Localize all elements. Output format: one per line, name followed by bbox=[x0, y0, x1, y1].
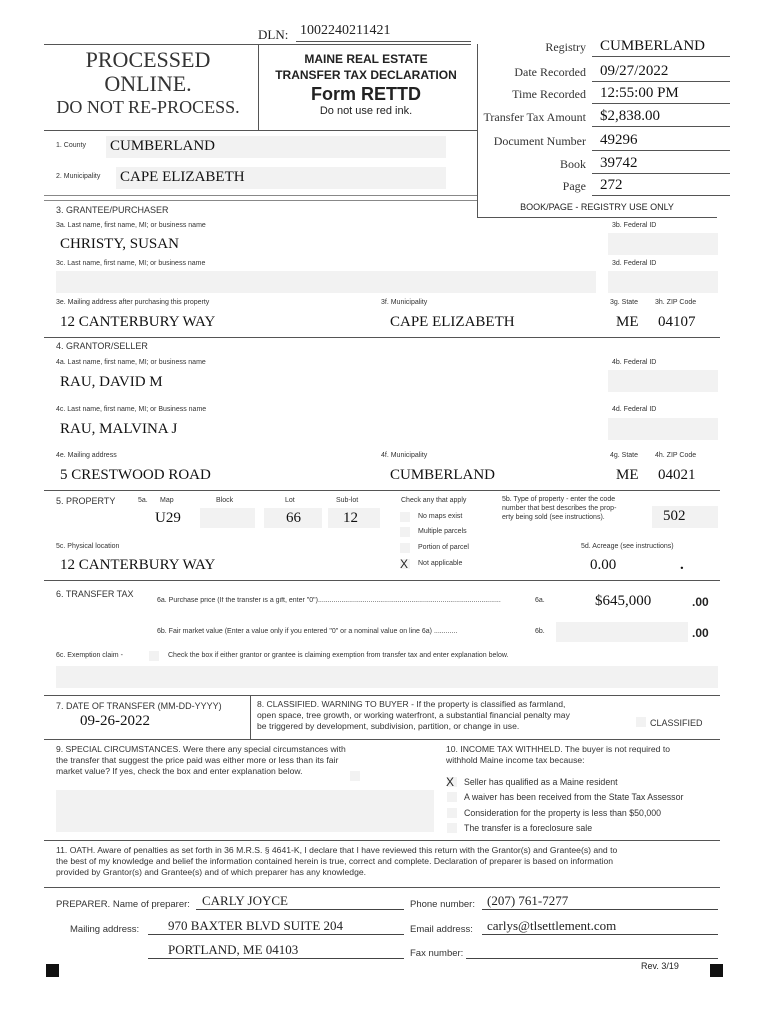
registry-value: 39742 bbox=[600, 155, 638, 171]
grantee-3a-value: CHRISTY, SUSAN bbox=[60, 236, 179, 252]
grantee-3g-value: ME bbox=[616, 314, 639, 330]
income-option-box[interactable] bbox=[447, 823, 457, 833]
fair-market-num: 6b. bbox=[535, 628, 545, 635]
grantee-3h-label: 3h. ZIP Code bbox=[655, 299, 697, 306]
classified-label: CLASSIFIED bbox=[650, 718, 703, 728]
income-option-mark: X bbox=[446, 775, 455, 789]
email-value: carlys@tlsettlement.com bbox=[487, 918, 617, 933]
special-line-2: the transfer that suggest the price paid was either more or less than its fair bbox=[56, 755, 339, 765]
stamp-line-2: ONLINE. bbox=[104, 71, 192, 96]
grantee-federal-id-field[interactable] bbox=[608, 233, 718, 255]
preparer-name-label: PREPARER. Name of preparer: bbox=[56, 899, 190, 910]
exemption-explanation-field[interactable] bbox=[56, 666, 718, 688]
grantee-federal-id-2-field[interactable] bbox=[608, 271, 718, 293]
exemption-checkbox[interactable] bbox=[149, 651, 159, 661]
type-label-3: erty being sold (see instructions). bbox=[502, 514, 605, 521]
mailing-address-label: Mailing address: bbox=[70, 924, 140, 935]
registry-value: 12:55:00 PM bbox=[600, 85, 679, 101]
income-line-2: withhold Maine income tax because: bbox=[446, 755, 585, 765]
physical-location-label: 5c. Physical location bbox=[56, 543, 120, 550]
grantee-3f-label: 3f. Municipality bbox=[381, 299, 428, 306]
oath-line-2: the best of my knowledge and belief the information contained herein is true, correct and complete. Declaration of preparer is based on information bbox=[56, 856, 613, 866]
mailing-address-line-1: 970 BAXTER BLVD SUITE 204 bbox=[168, 918, 344, 933]
lot-value: 66 bbox=[286, 510, 301, 526]
purchase-price-num: 6a. bbox=[535, 597, 545, 604]
grantor-4f-value: CUMBERLAND bbox=[390, 467, 496, 483]
grantee-3e-value: 12 CANTERBURY WAY bbox=[60, 314, 216, 330]
fair-market-field[interactable] bbox=[556, 622, 688, 642]
classified-warning-3: be triggered by development, subdivision, partition, or change in use. bbox=[257, 721, 520, 731]
fax-label: Fax number: bbox=[410, 948, 464, 959]
grantor-4h-value: 04021 bbox=[658, 467, 696, 483]
date-of-transfer-value: 09-26-2022 bbox=[80, 713, 150, 729]
property-type-value: 502 bbox=[663, 508, 686, 524]
registry-label: Page bbox=[562, 179, 586, 193]
income-option-label: A waiver has been received from the State Tax Assessor bbox=[464, 792, 684, 802]
registry-value: $2,838.00 bbox=[600, 108, 660, 124]
stamp-line-3: DO NOT RE-PROCESS. bbox=[56, 97, 240, 117]
purchase-price-label: 6a. Purchase price (If the transfer is a gift, enter "0").............................................................................................. bbox=[157, 597, 501, 604]
stamp-line-1: PROCESSED bbox=[85, 47, 211, 72]
form-header bbox=[260, 52, 472, 117]
classified-warning-1: 8. CLASSIFIED. WARNING TO BUYER - If the property is classified as farmland, bbox=[257, 699, 566, 709]
registry-footer: BOOK/PAGE - REGISTRY USE ONLY bbox=[520, 202, 674, 212]
registry-value: 09/27/2022 bbox=[600, 63, 669, 79]
grantor-4c-label: 4c. Last name, first name, MI; or Business name bbox=[56, 406, 207, 413]
grantor-4a-label: 4a. Last name, first name, MI; or business name bbox=[56, 359, 206, 366]
income-option-label: Consideration for the property is less than $50,000 bbox=[464, 808, 662, 818]
mailing-address-line-2: PORTLAND, ME 04103 bbox=[168, 942, 299, 957]
block-label: Block bbox=[216, 497, 234, 504]
municipality-value: CAPE ELIZABETH bbox=[120, 169, 245, 185]
dln-label: DLN: bbox=[258, 27, 289, 42]
physical-location-value: 12 CANTERBURY WAY bbox=[60, 557, 216, 573]
grantor-4e-label: 4e. Mailing address bbox=[56, 452, 117, 459]
registry-label: Registry bbox=[545, 40, 586, 54]
oath-text bbox=[56, 845, 720, 878]
grantee-3d-label: 3d. Federal ID bbox=[612, 260, 657, 267]
special-circumstances-checkbox[interactable] bbox=[350, 771, 360, 781]
grantee-3f-value: CAPE ELIZABETH bbox=[390, 314, 515, 330]
phone-label: Phone number: bbox=[410, 899, 475, 910]
grantor-4g-label: 4g. State bbox=[610, 452, 639, 459]
county-value: CUMBERLAND bbox=[110, 138, 216, 154]
map-label: Map bbox=[160, 497, 174, 504]
oath-line-1: 11. OATH. Aware of penalties as set forth in 36 M.R.S. § 4641-K, I declare that I have reviewed this return with the Grantor(s) and Grantee(s) and to bbox=[56, 845, 618, 855]
special-line-3: market value? If yes, check the box and enter explanation below. bbox=[56, 766, 303, 776]
grantor-4f-label: 4f. Municipality bbox=[381, 452, 428, 459]
registry-value: 49296 bbox=[600, 132, 638, 148]
registry-label: Date Recorded bbox=[514, 65, 586, 79]
grantor-4b-label: 4b. Federal ID bbox=[612, 359, 657, 366]
income-option-box[interactable] bbox=[447, 792, 457, 802]
corner-mark-right bbox=[710, 964, 723, 977]
income-option-label: Seller has qualified as a Maine resident bbox=[464, 777, 618, 787]
grantor-section-title: 4. GRANTOR/SELLER bbox=[56, 341, 148, 351]
exemption-label: 6c. Exemption claim - bbox=[56, 652, 123, 659]
type-label-2: number that best describes the prop- bbox=[502, 505, 617, 512]
grantor-4d-label: 4d. Federal ID bbox=[612, 406, 657, 413]
grantor-federal-id-2-field[interactable] bbox=[608, 418, 718, 440]
type-label-1: 5b. Type of property - enter the code bbox=[502, 496, 616, 503]
property-check-box[interactable] bbox=[400, 527, 410, 537]
acreage-dot: . bbox=[680, 557, 684, 573]
grantee-3h-value: 04107 bbox=[658, 314, 696, 330]
property-check-label: No maps exist bbox=[418, 513, 463, 520]
grantor-4c-value: RAU, MALVINA J bbox=[60, 421, 178, 437]
registry-label: Document Number bbox=[493, 134, 586, 148]
email-label: Email address: bbox=[410, 924, 473, 935]
grantor-4g-value: ME bbox=[616, 467, 639, 483]
date-of-transfer-label: 7. DATE OF TRANSFER (MM-DD-YYYY) bbox=[56, 701, 222, 711]
form-title-1: MAINE REAL ESTATE bbox=[304, 52, 428, 66]
property-check-label: Portion of parcel bbox=[418, 544, 469, 551]
property-check-box[interactable] bbox=[400, 512, 410, 522]
grantor-4e-value: 5 CRESTWOOD ROAD bbox=[60, 467, 211, 483]
income-tax-withheld bbox=[446, 744, 720, 766]
property-section-title: 5. PROPERTY bbox=[56, 496, 116, 506]
registry-label: Time Recorded bbox=[512, 87, 586, 101]
lot-label: Lot bbox=[285, 497, 295, 504]
check-header: Check any that apply bbox=[401, 497, 467, 504]
fair-market-cents: .00 bbox=[692, 626, 709, 640]
grantor-4a-value: RAU, DAVID M bbox=[60, 374, 163, 390]
registry-label: Transfer Tax Amount bbox=[483, 110, 586, 124]
exemption-text: Check the box if either grantor or grantee is claiming exemption from transfer tax and enter explanation below. bbox=[168, 652, 509, 659]
grantee-3b-label: 3b. Federal ID bbox=[612, 222, 657, 229]
income-line-1: 10. INCOME TAX WITHHELD. The buyer is not required to bbox=[446, 744, 670, 754]
processed-stamp bbox=[44, 48, 252, 118]
property-5a-label: 5a. bbox=[138, 497, 148, 504]
sublot-label: Sub-lot bbox=[336, 497, 359, 504]
property-check-label: Not applicable bbox=[418, 560, 463, 567]
municipality-label: 2. Municipality bbox=[56, 173, 101, 180]
corner-mark-left bbox=[46, 964, 59, 977]
grantee-3a-label: 3a. Last name, first name, MI; or business name bbox=[56, 222, 206, 229]
income-option-label: The transfer is a foreclosure sale bbox=[464, 823, 593, 833]
registry-value: 272 bbox=[600, 177, 623, 193]
dln-value: 1002240211421 bbox=[300, 23, 391, 38]
form-title-2: TRANSFER TAX DECLARATION bbox=[275, 68, 457, 82]
grantee-3c-label: 3c. Last name, first name, MI; or business name bbox=[56, 260, 206, 267]
block-field[interactable] bbox=[200, 508, 255, 528]
grantee-3e-label: 3e. Mailing address after purchasing this property bbox=[56, 299, 210, 306]
ink-note: Do not use red ink. bbox=[319, 105, 413, 117]
revision-note: Rev. 3/19 bbox=[641, 961, 679, 971]
grantee-3c-field[interactable] bbox=[56, 271, 596, 293]
grantee-3g-label: 3g. State bbox=[610, 299, 639, 306]
purchase-price-cents: .00 bbox=[692, 595, 709, 609]
purchase-price-value: $645,000 bbox=[595, 593, 652, 609]
registry-label: Book bbox=[559, 157, 586, 171]
county-label: 1. County bbox=[56, 142, 86, 149]
phone-value: (207) 761-7277 bbox=[487, 893, 569, 908]
sublot-value: 12 bbox=[343, 510, 358, 526]
special-circumstances bbox=[56, 744, 426, 777]
oath-line-3: provided by Grantor(s) and Grantee(s) and of which preparer has any knowledge. bbox=[56, 867, 367, 877]
income-option-box[interactable] bbox=[447, 808, 457, 818]
special-explanation-field[interactable] bbox=[56, 790, 434, 832]
transfer-tax-section-title: 6. TRANSFER TAX bbox=[56, 589, 134, 599]
fair-market-label: 6b. Fair market value (Enter a value only if you entered "0" or a nominal value on line 6a) ............ bbox=[157, 628, 458, 635]
special-line-1: 9. SPECIAL CIRCUMSTANCES. Were there any special circumstances with bbox=[56, 744, 346, 754]
property-check-mark: X bbox=[400, 557, 409, 571]
form-name: Form RETTD bbox=[311, 84, 421, 104]
classified-checkbox[interactable] bbox=[636, 717, 646, 727]
preparer-name-value: CARLY JOYCE bbox=[202, 893, 288, 908]
registry-value: CUMBERLAND bbox=[600, 38, 706, 54]
grantee-section-title: 3. GRANTEE/PURCHASER bbox=[56, 205, 169, 215]
classified-warning-2: open space, tree growth, or working waterfront, a substantial financial penalty may bbox=[257, 710, 570, 720]
grantor-4h-label: 4h. ZIP Code bbox=[655, 452, 697, 459]
acreage-label: 5d. Acreage (see instructions) bbox=[581, 543, 674, 550]
acreage-value: 0.00 bbox=[590, 557, 617, 573]
property-check-box[interactable] bbox=[400, 543, 410, 553]
grantor-federal-id-field[interactable] bbox=[608, 370, 718, 392]
map-value: U29 bbox=[155, 510, 181, 526]
property-check-label: Multiple parcels bbox=[418, 528, 467, 535]
